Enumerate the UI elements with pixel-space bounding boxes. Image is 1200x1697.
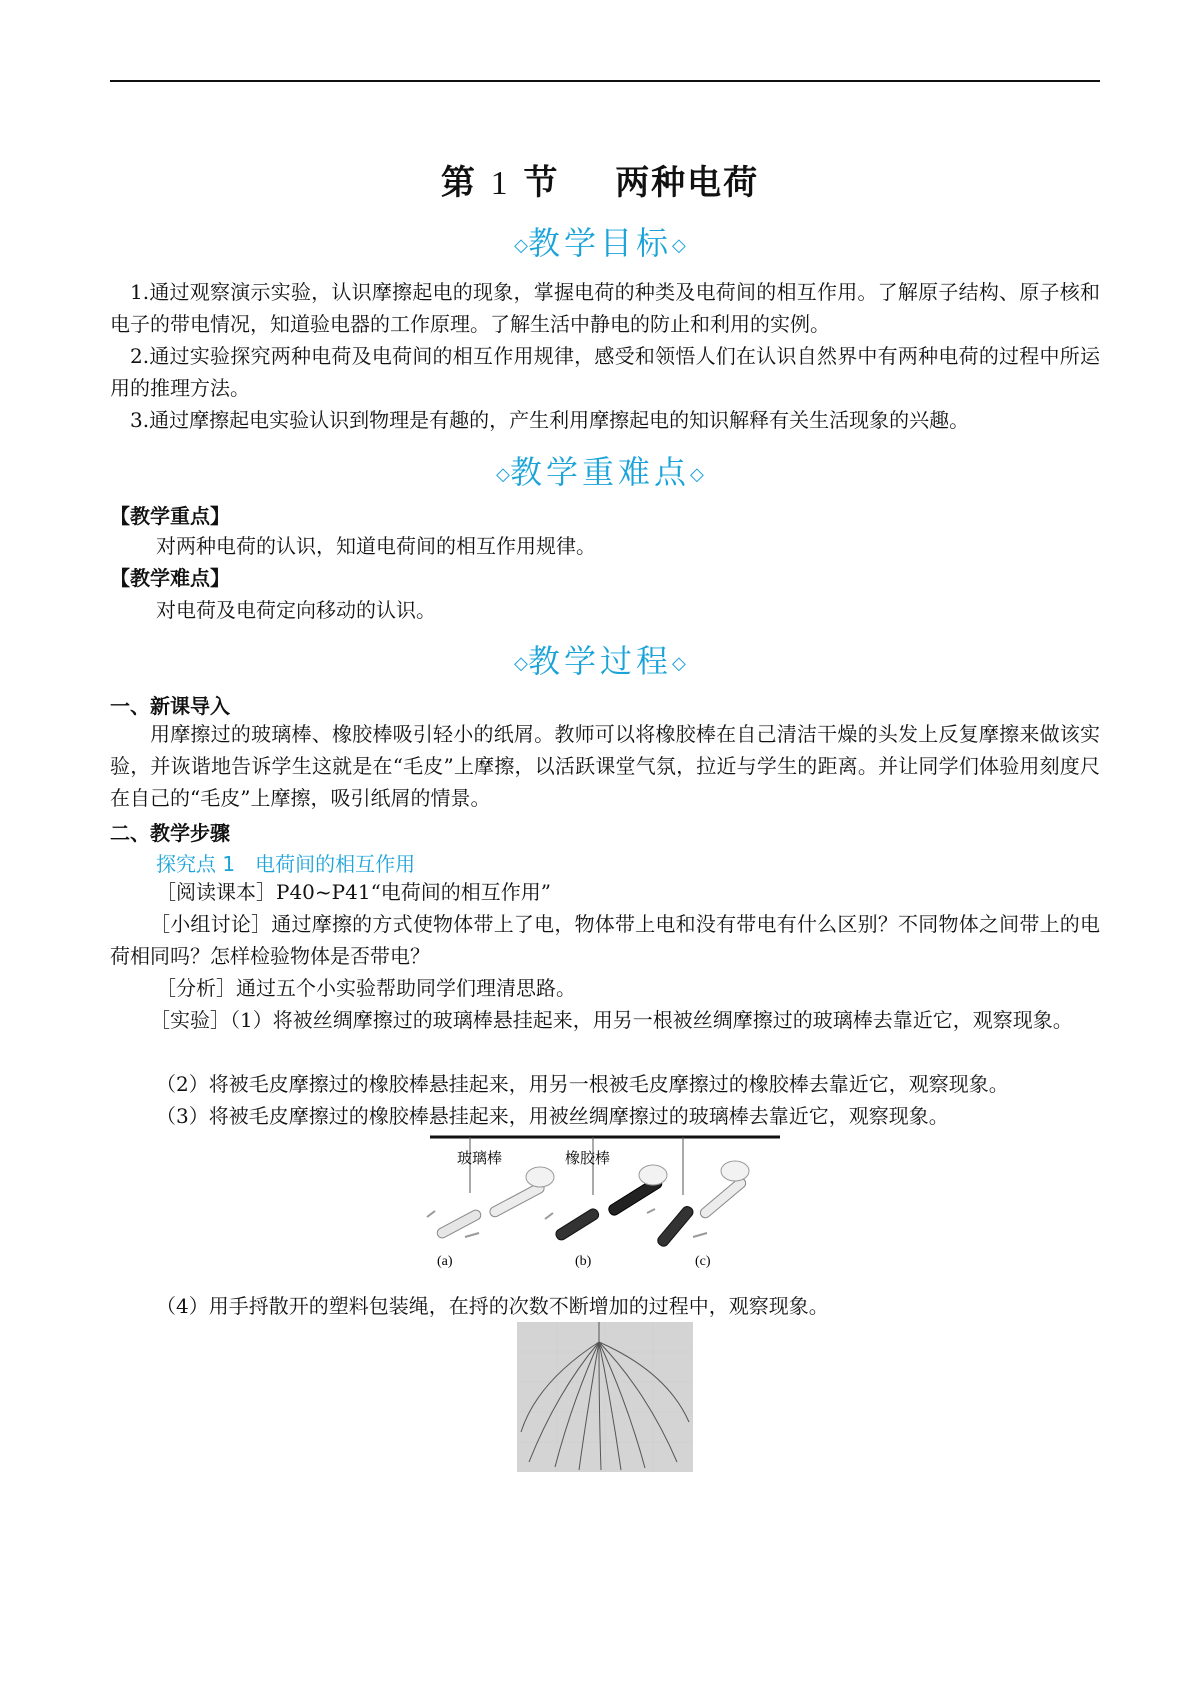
label-glass-rod: 玻璃棒 [457, 1149, 503, 1167]
label-rubber-rod: 橡胶棒 [565, 1149, 611, 1167]
experiment-3: （3）将被毛皮摩擦过的橡胶棒悬挂起来，用被丝绸摩擦过的玻璃棒去靠近它，观察现象。 [156, 1104, 949, 1128]
read-textbook: ［阅读课本］P40~P41“电荷间的相互作用” [156, 880, 552, 904]
analysis: ［分析］通过五个小实验帮助同学们理清思路。 [156, 976, 576, 1000]
plastic-strings-photo [517, 1322, 693, 1472]
part1-text: 用摩擦过的玻璃棒、橡胶棒吸引轻小的纸屑。教师可以将橡胶棒在自己清洁干燥的头发上反复摩擦来做该实验，并诙谐地告诉学生这就是在“毛皮”上摩擦，以活跃课堂气氛，拉近与学生的距离。并让同学们体验用刻度尺在自己的“毛皮”上摩擦，吸引纸屑的情景。 [110, 722, 1100, 810]
experiment-4: （4）用手捋散开的塑料包装绳，在捋的次数不断增加的过程中，观察现象。 [156, 1294, 829, 1318]
experiment-2: （2）将被毛皮摩擦过的橡胶棒悬挂起来，用另一根被毛皮摩擦过的橡胶棒去靠近它，观察现象。 [156, 1072, 1009, 1096]
diamond-icon: ◇ [514, 653, 528, 674]
section-heading-objectives: ◇教学目标◇ [514, 224, 686, 262]
page-title: 第 1 节 两种电荷 [440, 163, 760, 203]
focus-label: 【教学重点】 [110, 504, 230, 528]
section-heading-key-points: ◇教学重难点◇ [496, 453, 704, 491]
section-heading-process: ◇教学过程◇ [514, 642, 686, 680]
diamond-icon: ◇ [672, 235, 686, 256]
diamond-icon: ◇ [672, 653, 686, 674]
spreading-strings-image [517, 1322, 693, 1472]
caption-c: (c) [695, 1254, 711, 1269]
part1-title: 一、新课导入 [110, 694, 230, 718]
header-rule [110, 80, 1100, 82]
objective-2: 2.通过实验探究两种电荷及电荷间的相互作用规律，感受和领悟人们在认识自然界中有两种电荷的过程中所运用的推理方法。 [110, 344, 1100, 400]
explore-point-1: 探究点 1 电荷间的相互作用 [156, 852, 416, 876]
part2-title: 二、教学步骤 [110, 821, 230, 845]
group-discussion: ［小组讨论］通过摩擦的方式使物体带上了电，物体带上电和没有带电有什么区别？不同物体之间带上的电荷相同吗？怎样检验物体是否带电？ [110, 912, 1100, 968]
diamond-icon: ◇ [496, 464, 510, 485]
diamond-icon: ◇ [690, 464, 704, 485]
experiment-1: ［实验］（1）将被丝绸摩擦过的玻璃棒悬挂起来，用另一根被丝绸摩擦过的玻璃棒去靠近它，观察现象。 [150, 1008, 1073, 1032]
caption-b: (b) [575, 1254, 592, 1269]
rods-experiment-figure [425, 1133, 785, 1273]
difficulty-label: 【教学难点】 [110, 566, 230, 590]
difficulty-text: 对电荷及电荷定向移动的认识。 [156, 598, 436, 622]
focus-text: 对两种电荷的认识，知道电荷间的相互作用规律。 [156, 534, 596, 558]
objective-3: 3.通过摩擦起电实验认识到物理是有趣的，产生利用摩擦起电的知识解释有关生活现象的兴趣。 [130, 408, 970, 432]
caption-a: (a) [437, 1254, 453, 1269]
diamond-icon: ◇ [514, 235, 528, 256]
objective-1: 1.通过观察演示实验，认识摩擦起电的现象，掌握电荷的种类及电荷间的相互作用。了解原子结构、原子核和电子的带电情况，知道验电器的工作原理。了解生活中静电的防止和利用的实例。 [110, 280, 1100, 336]
